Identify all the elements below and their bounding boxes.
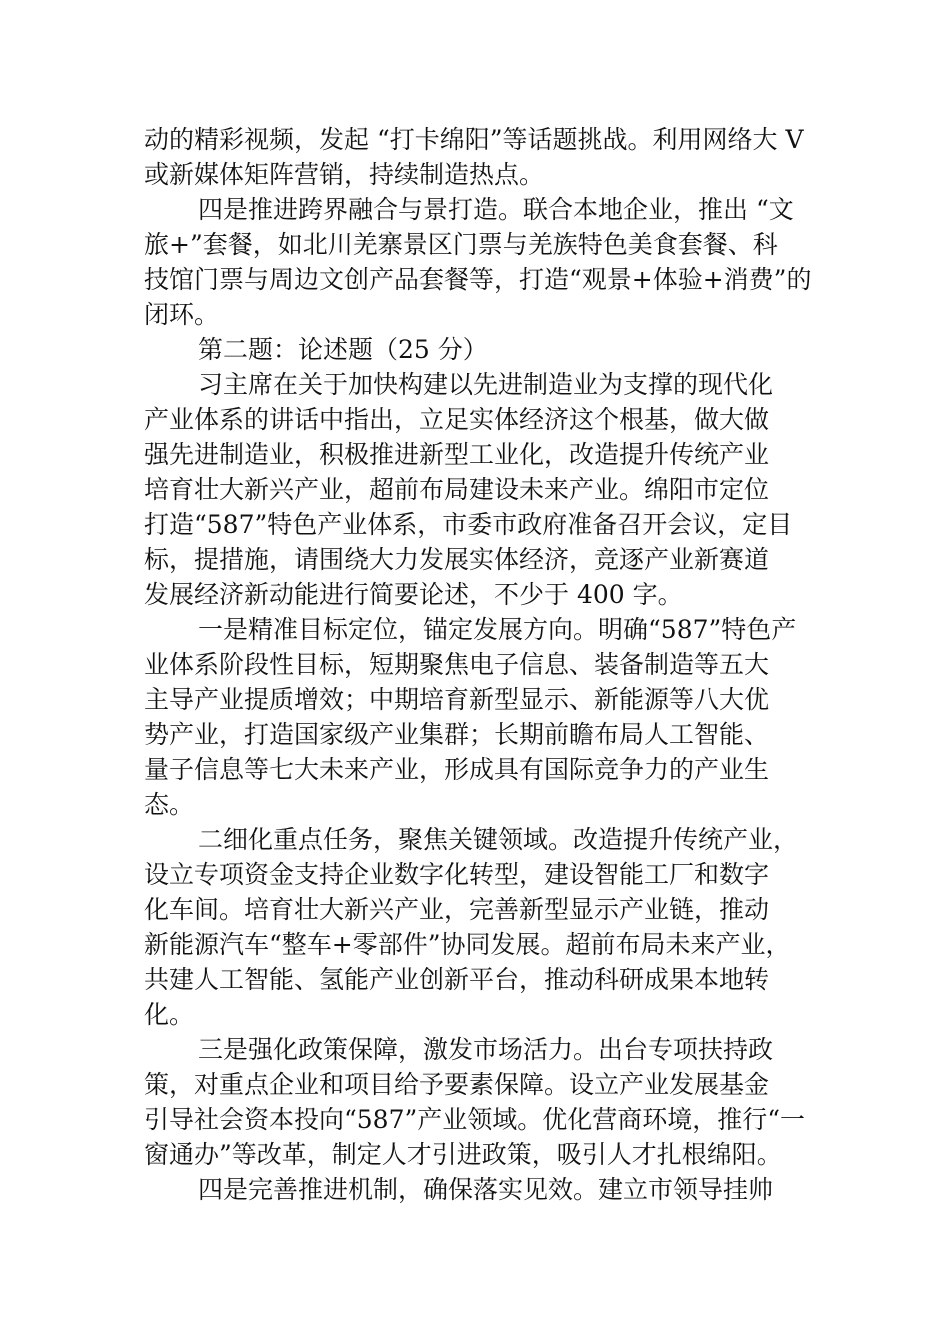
text-line: 窗通办”等改革，制定人才引进政策，吸引人才扎根绵阳。 [144, 1140, 782, 1169]
text-line: 引导社会资本投向“587”产业领域。优化营商环境，推行“一 [144, 1105, 806, 1134]
text-line: 四是完善推进机制，确保落实见效。建立市领导挂帅 [198, 1175, 774, 1204]
text-line: 新能源汽车“整车+零部件”协同发展。超前布局未来产业， [144, 930, 791, 959]
text-line: 四是推进跨界融合与景打造。联合本地企业，推出 “文 [198, 195, 794, 224]
text-line: 闭环。 [144, 300, 220, 329]
section-heading: 第二题：论述题（25 分） [198, 335, 488, 364]
text-line: 策，对重点企业和项目给予要素保障。设立产业发展基金 [144, 1070, 770, 1099]
text-line: 强先进制造业，积极推进新型工业化，改造提升传统产业 [144, 440, 770, 469]
text-line: 习主席在关于加快构建以先进制造业为支撑的现代化 [198, 370, 774, 399]
text-line: 势产业，打造国家级产业集群；长期前瞻布局人工智能、 [144, 720, 770, 749]
text-line: 业体系阶段性目标，短期聚焦电子信息、装备制造等五大 [144, 650, 770, 679]
text-line: 量子信息等七大未来产业，形成具有国际竞争力的产业生 [144, 755, 770, 784]
text-line: 动的精彩视频，发起 “打卡绵阳”等话题挑战。利用网络大 V [144, 125, 804, 154]
text-line: 主导产业提质增效；中期培育新型显示、新能源等八大优 [144, 685, 770, 714]
text-line: 化。 [144, 1000, 195, 1029]
text-line: 设立专项资金支持企业数字化转型，建设智能工厂和数字 [144, 860, 770, 889]
text-line: 二细化重点任务，聚焦关键领域。改造提升传统产业， [198, 825, 799, 854]
text-line: 三是强化政策保障，激发市场活力。出台专项扶持政 [198, 1035, 774, 1064]
text-line: 技馆门票与周边文创产品套餐等，打造“观景+体验+消费”的 [144, 265, 812, 294]
text-line: 标，提措施，请围绕大力发展实体经济，竞逐产业新赛道 [144, 545, 770, 574]
document-page [144, 122, 820, 1207]
text-line: 旅+”套餐，如北川羌寨景区门票与羌族特色美食套餐、科 [144, 230, 778, 259]
text-line: 化车间。培育壮大新兴产业，完善新型显示产业链，推动 [144, 895, 770, 924]
text-line: 共建人工智能、氢能产业创新平台，推动科研成果本地转 [144, 965, 770, 994]
text-line: 发展经济新动能进行简要论述，不少于 400 字。 [144, 580, 683, 609]
text-line: 或新媒体矩阵营销，持续制造热点。 [144, 160, 545, 189]
text-line: 态。 [144, 790, 195, 819]
text-line: 产业体系的讲话中指出，立足实体经济这个根基，做大做 [144, 405, 770, 434]
text-line: 打造“587”特色产业体系，市委市政府准备召开会议，定目 [144, 510, 793, 539]
text-line: 一是精准目标定位，锚定发展方向。明确“587”特色产 [198, 615, 797, 644]
text-line: 培育壮大新兴产业，超前布局建设未来产业。绵阳市定位 [144, 475, 770, 504]
